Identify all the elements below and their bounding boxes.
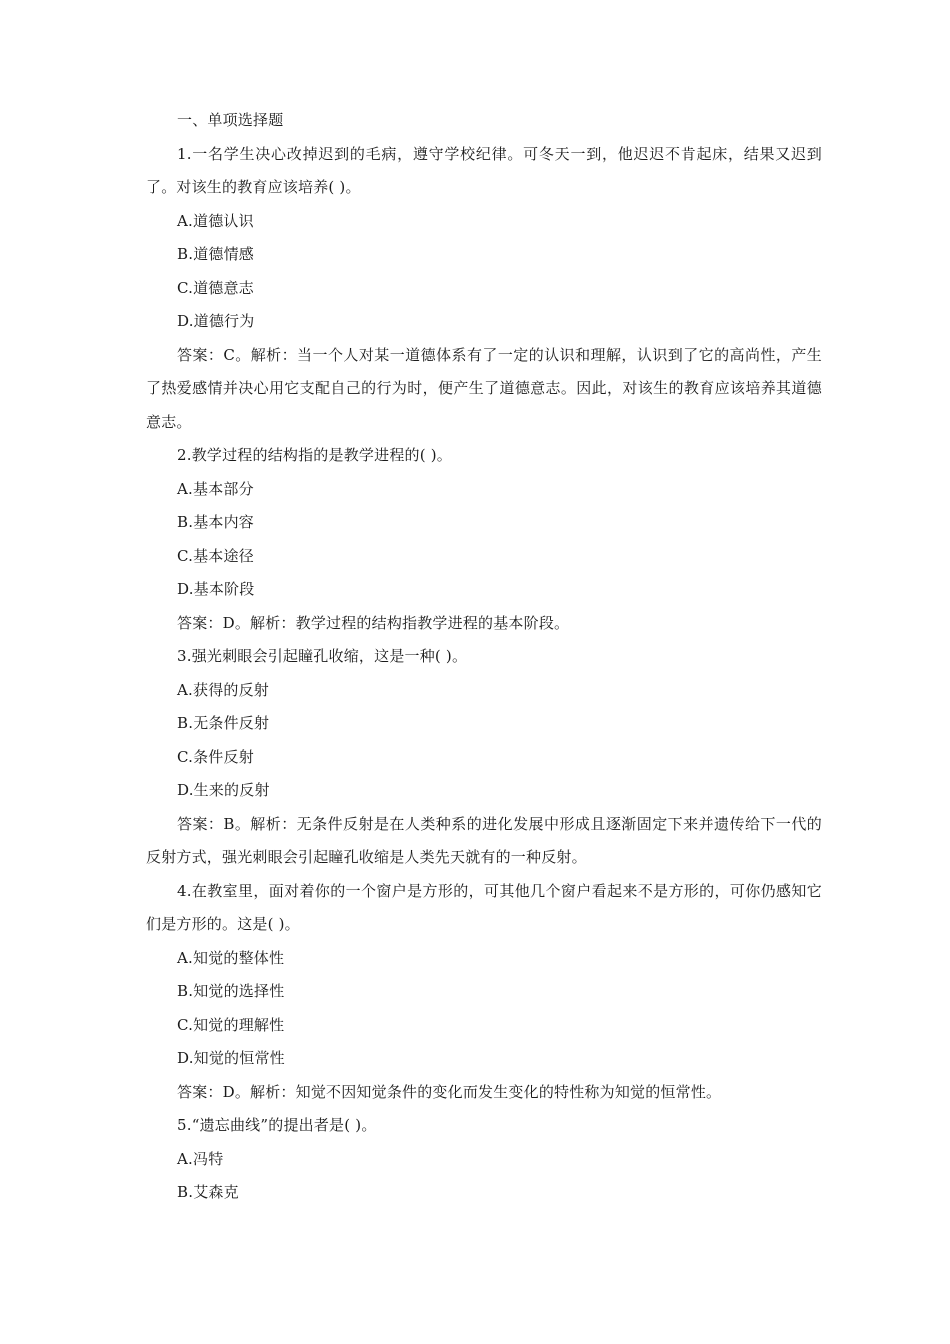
document-page [146, 104, 822, 1210]
question-2-option-d: D.基本阶段 [177, 580, 255, 598]
question-5-option-b: B.艾森克 [177, 1183, 239, 1201]
question-3-option-c: C.条件反射 [177, 747, 254, 766]
question-1-answer: 答案：C。解析：当一个人对某一道德体系有了一定的认识和理解，认识到了它的高尚性，产生了热爱感情并决心用它支配自己的行为时，便产生了道德意志。因此，对该生的教育应该培养其道德意志。 [146, 345, 822, 431]
question-4-option-a: A.知觉的整体性 [177, 948, 285, 967]
question-1-option-c: C.道德意志 [177, 278, 254, 297]
question-2-stem: 2.教学过程的结构指的是教学进程的( )。 [177, 446, 452, 464]
question-4-stem: 4.在教室里，面对着你的一个窗户是方形的，可其他几个窗户看起来不是方形的，可你仍感知它们是方形的。这是( )。 [146, 881, 822, 933]
question-2-option-b: B.基本内容 [177, 513, 254, 531]
question-2-option-a: A.基本部分 [177, 479, 254, 498]
question-5-stem: 5.“遗忘曲线”的提出者是( )。 [177, 1116, 377, 1134]
question-3-option-d: D.生来的反射 [177, 781, 270, 799]
question-3-option-a: A.获得的反射 [177, 680, 270, 699]
question-4-option-b: B.知觉的选择性 [177, 982, 285, 1000]
question-4-option-c: C.知觉的理解性 [177, 1015, 285, 1034]
question-1-option-d: D.道德行为 [177, 312, 255, 330]
question-3-option-b: B.无条件反射 [177, 714, 270, 732]
question-1-option-b: B.道德情感 [177, 245, 254, 263]
question-3-answer: 答案：B。解析：无条件反射是在人类种系的进化发展中形成且逐渐固定下来并遗传给下一代的反射方式，强光刺眼会引起瞳孔收缩是人类先天就有的一种反射。 [146, 814, 822, 866]
question-1-option-a: A.道德认识 [177, 211, 254, 230]
section-title: 一、单项选择题 [177, 111, 284, 129]
question-2-answer: 答案：D。解析：教学过程的结构指教学进程的基本阶段。 [177, 613, 570, 632]
question-3-stem: 3.强光刺眼会引起瞳孔收缩，这是一种( )。 [177, 647, 468, 665]
question-4-answer: 答案：D。解析：知觉不因知觉条件的变化而发生变化的特性称为知觉的恒常性。 [177, 1082, 722, 1101]
question-5-option-a: A.冯特 [177, 1149, 224, 1168]
question-2-option-c: C.基本途径 [177, 546, 254, 565]
question-4-option-d: D.知觉的恒常性 [177, 1049, 285, 1067]
question-1-stem: 1.一名学生决心改掉迟到的毛病，遵守学校纪律。可冬天一到，他迟迟不肯起床，结果又迟到了。对该生的教育应该培养( )。 [146, 144, 822, 196]
